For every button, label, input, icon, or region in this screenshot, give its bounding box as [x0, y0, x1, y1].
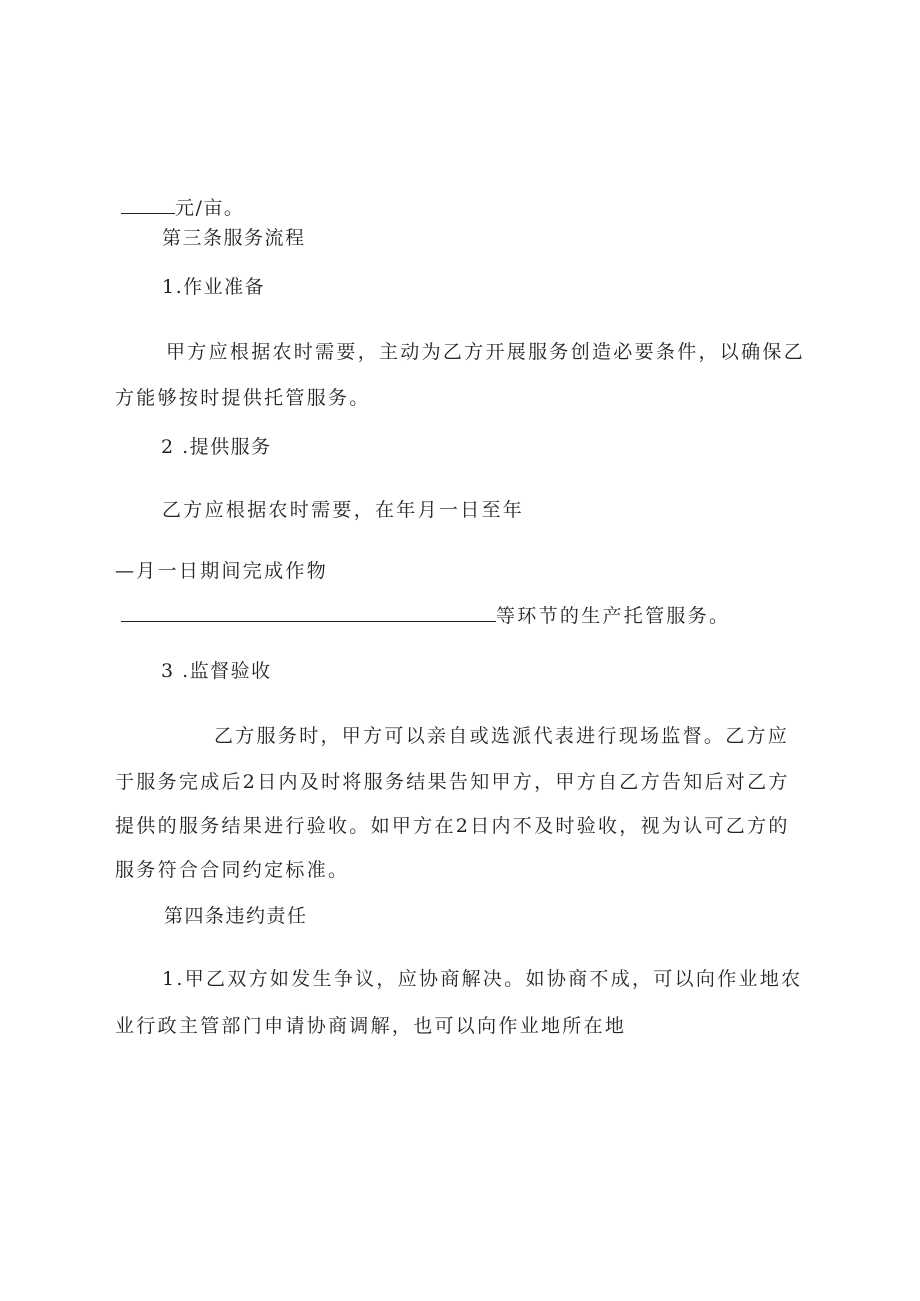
- item2-body-line3-text: 等环节的生产托管服务。: [496, 605, 731, 627]
- article3-heading: 第三条服务流程: [162, 227, 306, 249]
- unit-price-text: 元/亩。: [175, 197, 245, 219]
- item2-body-line2: —月一日期间完成作物: [115, 560, 329, 582]
- item3-body-line2: 于服务完成后2日内及时将服务结果告知甲方，甲方自乙方告知后对乙方: [115, 771, 790, 793]
- item2-heading: 2 .提供服务: [161, 436, 272, 458]
- item3-heading: 3 .监督验收: [161, 660, 272, 682]
- blank-underline: [121, 195, 175, 214]
- item1-heading: 1.作业准备: [162, 276, 266, 298]
- item1-body-line2: 方能够按时提供托管服务。: [115, 387, 371, 409]
- item2-body-line1: 乙方应根据农时需要，在年月一日至年: [162, 499, 525, 521]
- unit-price-line: [121, 195, 244, 220]
- item3-body-line3: 提供的服务结果进行验收。如甲方在2日内不及时验收，视为认可乙方的: [115, 815, 790, 837]
- blank-underline: [121, 603, 496, 622]
- item2-body-line3: [121, 603, 730, 628]
- item3-body-line1: 乙方服务时，甲方可以亲自或选派代表进行现场监督。乙方应: [214, 725, 790, 747]
- item1-body-line1: 甲方应根据农时需要，主动为乙方开展服务创造必要条件，以确保乙: [166, 341, 806, 363]
- article4-item1-line2: 业行政主管部门申请协商调解，也可以向作业地所在地: [115, 1015, 627, 1037]
- item3-body-line4: 服务符合合同约定标准。: [115, 859, 350, 881]
- article4-heading: 第四条违约责任: [164, 905, 308, 927]
- article4-item1-line1: 1.甲乙双方如发生争议，应协商解决。如协商不成，可以向作业地农: [162, 968, 803, 990]
